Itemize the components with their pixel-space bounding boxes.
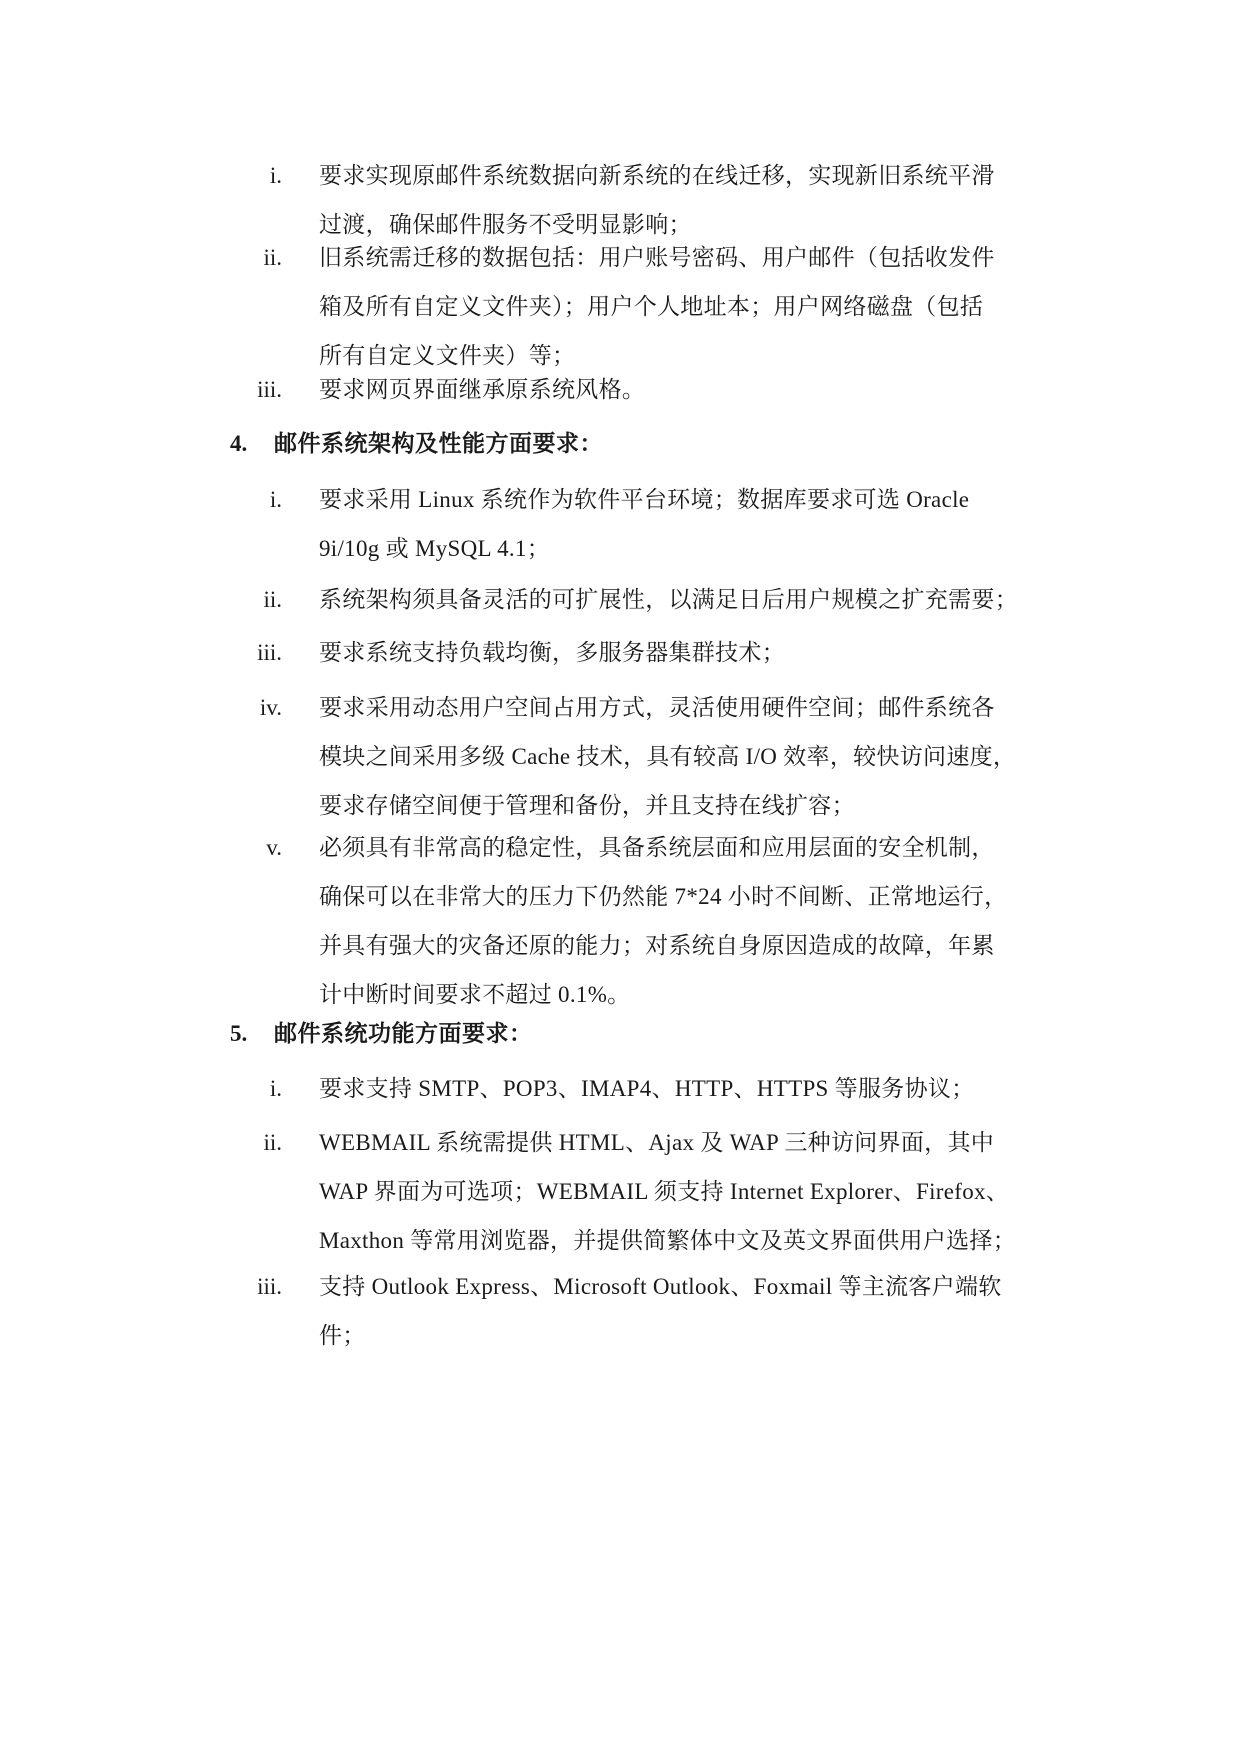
item-line: 支持 Outlook Express、Microsoft Outlook、Foxmail 等主流客户端软 — [319, 1274, 1002, 1299]
item-text — [319, 475, 1059, 573]
item-text — [319, 683, 1059, 830]
item-number: i. — [269, 1076, 282, 1101]
item-line: 系统架构须具备灵活的可扩展性，以满足日后用户规模之扩充需要； — [319, 587, 1018, 612]
item-line: 过渡，确保邮件服务不受明显影响； — [319, 212, 692, 237]
item-number: i. — [269, 163, 282, 188]
section-title: 邮件系统架构及性能方面要求： — [274, 431, 603, 456]
item-text — [319, 823, 1059, 1019]
item-number: iii. — [257, 640, 282, 665]
item-line: 必须具有非常高的稳定性，具备系统层面和应用层面的安全机制， — [319, 835, 995, 860]
section-number: 5. — [230, 1021, 248, 1046]
item-line: 件； — [319, 1323, 366, 1348]
item-line: 要求采用 Linux 系统作为软件平台环境；数据库要求可选 Oracle — [319, 487, 970, 512]
section-title: 邮件系统功能方面要求： — [274, 1021, 533, 1046]
item-line: 要求支持 SMTP、POP3、IMAP4、HTTP、HTTPS 等服务协议； — [319, 1076, 975, 1101]
item-line: 9i/10g 或 MySQL 4.1； — [319, 536, 551, 561]
item-line: 所有自定义文件夹）等； — [319, 343, 576, 368]
item-text — [319, 1262, 1059, 1360]
item-text — [319, 1118, 1059, 1265]
item-line: 箱及所有自定义文件夹）；用户个人地址本；用户网络磁盘（包括 — [319, 294, 984, 319]
item-number: iii. — [257, 377, 282, 402]
section-number: 4. — [230, 431, 248, 456]
item-line: 要求采用动态用户空间占用方式，灵活使用硬件空间；邮件系统各 — [319, 695, 995, 720]
item-line: WAP 界面为可选项；WEBMAIL 须支持 Internet Explorer、Firefox、 — [319, 1179, 1010, 1204]
item-number: iii. — [257, 1274, 282, 1299]
item-number: ii. — [263, 587, 282, 612]
item-text — [319, 628, 1059, 677]
item-number: v. — [266, 835, 282, 860]
item-line: 并具有强大的灾备还原的能力；对系统自身原因造成的故障，年累 — [319, 933, 995, 958]
item-line: 要求存储空间便于管理和备份，并且支持在线扩容； — [319, 793, 855, 818]
item-line: 旧系统需迁移的数据包括：用户账号密码、用户邮件（包括收发件 — [319, 245, 995, 270]
item-line: 计中断时间要求不超过 0.1%。 — [319, 982, 631, 1007]
item-number: iv. — [259, 695, 282, 720]
item-text — [319, 1064, 1059, 1113]
item-line: 要求系统支持负载均衡，多服务器集群技术； — [319, 640, 785, 665]
item-line: Maxthon 等常用浏览器，并提供简繁体中文及英文界面供用户选择； — [319, 1228, 1016, 1253]
item-number: i. — [269, 487, 282, 512]
item-text — [319, 365, 1059, 414]
item-line: WEBMAIL 系统需提供 HTML、Ajax 及 WAP 三种访问界面，其中 — [319, 1130, 995, 1155]
item-line: 要求实现原邮件系统数据向新系统的在线迁移，实现新旧系统平滑 — [319, 163, 995, 188]
item-line: 确保可以在非常大的压力下仍然能 7*24 小时不间断、正常地运行， — [319, 884, 1008, 909]
item-text — [319, 233, 1059, 380]
item-line: 模块之间采用多级 Cache 技术，具有较高 I/O 效率，较快访问速度， — [319, 744, 1017, 769]
item-number: ii. — [263, 245, 282, 270]
item-line: 要求网页界面继承原系统风格。 — [319, 377, 646, 402]
item-text — [319, 575, 1059, 624]
item-number: ii. — [263, 1130, 282, 1155]
